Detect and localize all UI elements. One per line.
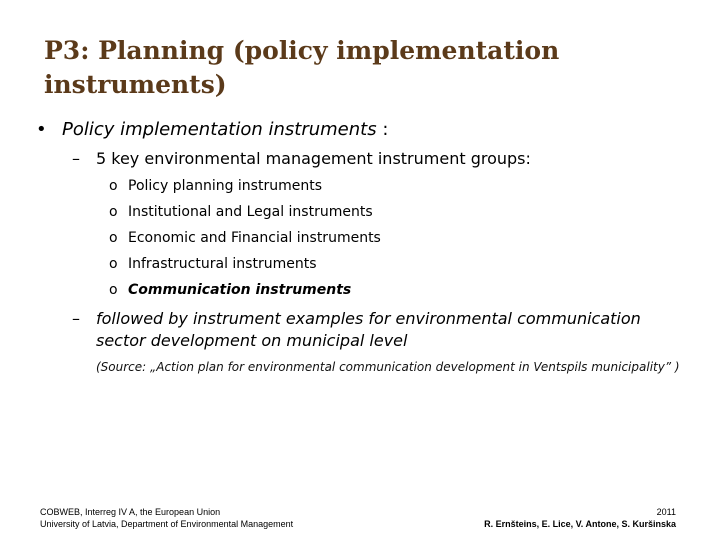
list-item-text: Communication instruments xyxy=(128,282,352,298)
list-item-text: Policy planning instruments xyxy=(128,178,323,194)
dash-icon: – xyxy=(72,149,80,168)
list-item-text: Economic and Financial instruments xyxy=(128,230,381,246)
source-citation: (Source: „Action plan for environmental communication development in Ventspils municipality” ) xyxy=(96,360,680,374)
footer-university: University of Latvia, Department of Environmental Management xyxy=(40,519,294,529)
footer-year: 2011 xyxy=(656,507,676,517)
dash-icon: – xyxy=(72,309,80,328)
main-bullet-label: Policy implementation instruments xyxy=(62,119,377,140)
sub-bullet-text: 5 key environmental management instrument groups: xyxy=(96,149,531,168)
bullet-dot-icon: • xyxy=(36,119,47,140)
list-item-text: Infrastructural instruments xyxy=(128,256,317,272)
footer-right xyxy=(484,506,676,530)
circle-bullet-icon: o xyxy=(109,204,118,220)
circle-bullet-icon: o xyxy=(109,230,118,246)
circle-bullet-icon: o xyxy=(109,256,118,272)
circle-bullet-icon: o xyxy=(109,178,118,194)
main-bullet-text xyxy=(62,118,388,142)
footer-left xyxy=(40,506,293,530)
footer-project: COBWEB, Interreg IV A, the European Union xyxy=(40,507,221,517)
slide-title: P3: Planning (policy implementation instruments) xyxy=(44,36,560,99)
circle-bullet-icon: o xyxy=(109,282,118,298)
footer-authors: R. Ernšteins, E. Lice, V. Antone, S. Kuršinska xyxy=(484,519,676,529)
main-bullet-colon: : xyxy=(376,119,389,140)
list-item-text: Institutional and Legal instruments xyxy=(128,204,373,220)
sub-bullet-text: followed by instrument examples for environmental communication sector development on municipal level xyxy=(96,309,641,350)
